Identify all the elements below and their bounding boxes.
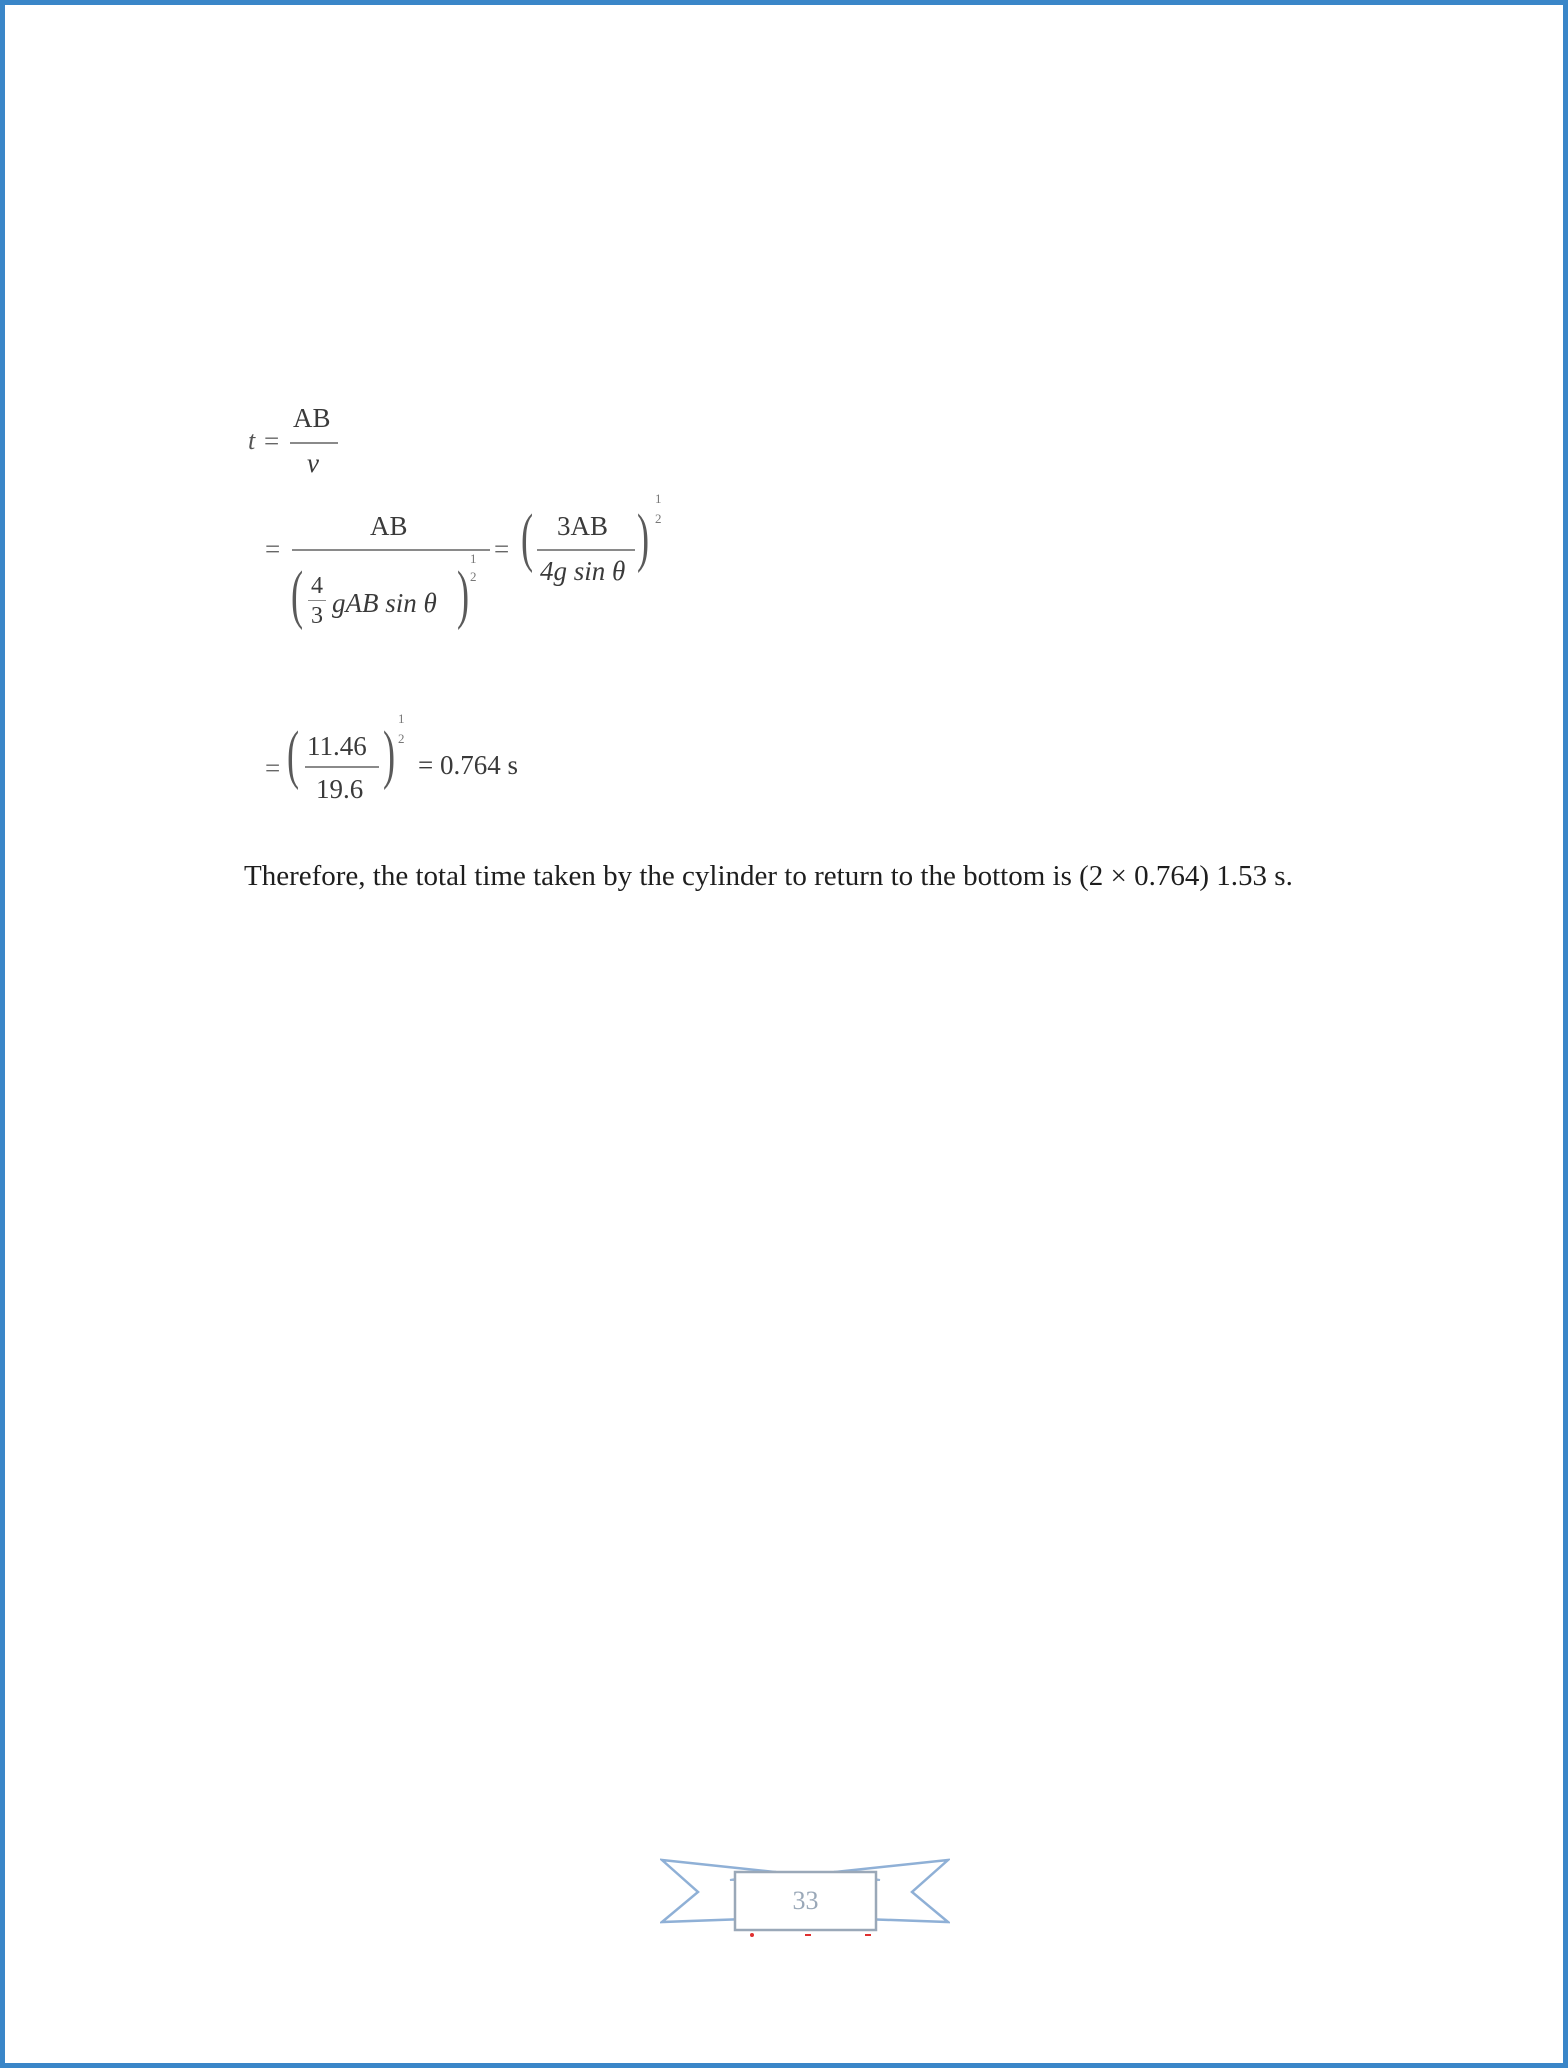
- denominator: 19.6: [316, 774, 364, 804]
- denominator: v: [307, 448, 319, 478]
- numerator: AB: [370, 511, 408, 541]
- fraction-bar: [537, 549, 635, 551]
- result: = 0.764 s: [418, 750, 518, 780]
- coef-fraction-bar: [308, 600, 326, 601]
- exponent-denominator: 2: [655, 511, 662, 526]
- left-paren: (: [286, 718, 300, 791]
- denominator-rest: gAB sin θ: [332, 588, 437, 618]
- left-paren: (: [520, 501, 534, 574]
- exponent-numerator: 1: [470, 551, 477, 566]
- conclusion-paragraph: Therefore, the total time taken by the cylinder to return to the bottom is (2 × 0.764) 1.53 s.: [244, 860, 1293, 892]
- fraction-bar: [292, 549, 490, 551]
- fraction-bar: [305, 766, 379, 768]
- equals-sign: =: [264, 426, 280, 456]
- exponent-denominator: 2: [398, 731, 405, 746]
- left-paren: (: [290, 558, 304, 631]
- exponent-denominator: 2: [470, 569, 477, 584]
- page-number: 33: [792, 1886, 819, 1915]
- exponent-numerator: 1: [655, 491, 662, 506]
- rhs-numerator: 3AB: [557, 511, 609, 541]
- right-paren: ): [456, 558, 470, 631]
- exponent-numerator: 1: [398, 711, 405, 726]
- fraction-bar: [290, 442, 338, 444]
- equals-sign: =: [494, 534, 510, 564]
- variable-t: t: [248, 426, 256, 455]
- coef-denominator: 3: [311, 603, 323, 629]
- coef-numerator: 4: [311, 573, 323, 599]
- rhs-denominator: 4g sin θ: [540, 556, 626, 586]
- equals-sign: =: [265, 753, 281, 783]
- right-paren: ): [382, 718, 396, 791]
- numerator: 11.46: [307, 731, 367, 761]
- numerator: AB: [293, 403, 331, 433]
- right-paren: ): [636, 501, 650, 574]
- equals-sign: =: [265, 534, 281, 564]
